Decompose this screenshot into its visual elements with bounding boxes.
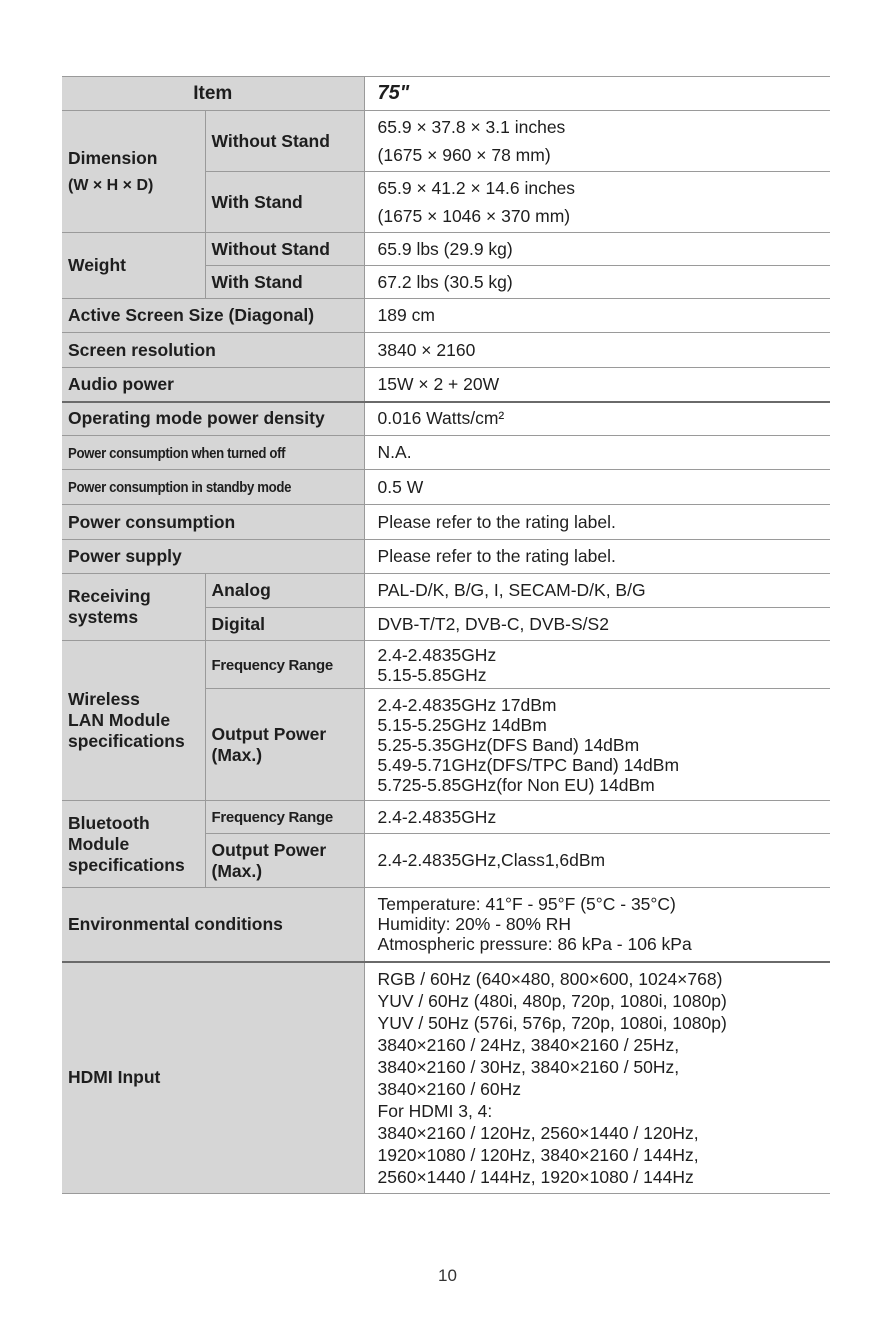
- hdmi-row: [62, 962, 830, 1194]
- wireless-output-label-line2: (Max.): [211, 744, 263, 765]
- hdmi-line: 3840×2160 / 60Hz: [377, 1078, 522, 1099]
- hdmi-line: RGB / 60Hz (640×480, 800×600, 1024×768): [377, 968, 723, 989]
- digital-value: DVB-T/T2, DVB-C, DVB-S/S2: [364, 608, 830, 641]
- wireless-output-line: 5.25-5.35GHz(DFS Band) 14dBm: [377, 734, 640, 755]
- dimension-label: Dimension: [68, 147, 158, 168]
- weight-without-stand-value: 65.9 lbs (29.9 kg): [364, 233, 830, 266]
- specifications-table: [62, 76, 830, 1194]
- hdmi-line: 3840×2160 / 120Hz, 2560×1440 / 120Hz,: [377, 1122, 699, 1143]
- active-screen-size-value: 189 cm: [364, 299, 830, 333]
- item-header: Item: [62, 77, 364, 111]
- table-row: [62, 368, 830, 402]
- receiving-label-line2: systems: [68, 607, 139, 627]
- wireless-output-value: [364, 689, 830, 801]
- dimension-without-stand-inches: 65.9 × 37.8 × 3.1 inches: [377, 117, 566, 137]
- audio-power-value: 15W × 2 + 20W: [364, 368, 830, 402]
- dimension-with-stand-value: [364, 172, 830, 233]
- table-row: [62, 333, 830, 368]
- power-density-value: 0.016 Watts/cm²: [364, 402, 830, 436]
- dimension-with-stand-label: With Stand: [205, 172, 364, 233]
- standby-label: Power consumption in standby mode: [68, 479, 292, 496]
- dimension-sublabel: (W × H × D): [68, 176, 154, 194]
- power-consumption-value: Please refer to the rating label.: [364, 505, 830, 540]
- table-row: [62, 402, 830, 436]
- wireless-frequency-line: 2.4-2.4835GHz: [377, 644, 497, 665]
- wireless-frequency-line: 5.15-5.85GHz: [377, 664, 487, 685]
- screen-resolution-label: Screen resolution: [62, 333, 364, 368]
- table-row: [62, 470, 830, 505]
- audio-power-label: Audio power: [62, 368, 364, 402]
- standby-label-cell: [62, 470, 364, 505]
- hdmi-line: 3840×2160 / 30Hz, 3840×2160 / 50Hz,: [377, 1056, 680, 1077]
- digital-label: Digital: [205, 608, 364, 641]
- hdmi-line: 2560×1440 / 144Hz, 1920×1080 / 144Hz: [377, 1166, 694, 1187]
- bluetooth-frequency-label: Frequency Range: [211, 809, 333, 826]
- power-off-label: Power consumption when turned off: [68, 444, 286, 462]
- power-consumption-label: Power consumption: [62, 505, 364, 540]
- table-row: [62, 299, 830, 333]
- dimension-without-stand-row: [62, 111, 830, 172]
- hdmi-value: [364, 962, 830, 1194]
- bluetooth-frequency-row: [62, 801, 830, 834]
- weight-with-stand-value: 67.2 lbs (30.5 kg): [364, 266, 830, 299]
- power-supply-label: Power supply: [62, 540, 364, 574]
- environmental-value: [364, 888, 830, 962]
- dimension-without-stand-label: Without Stand: [205, 111, 364, 172]
- table-row: [62, 505, 830, 540]
- bluetooth-output-label-line2: (Max.): [211, 860, 263, 881]
- wireless-label-line2: LAN Module: [68, 710, 171, 730]
- wireless-label-cell: [62, 641, 205, 801]
- bluetooth-output-label-line1: Output Power: [211, 839, 327, 860]
- wireless-output-label-line1: Output Power: [211, 723, 327, 744]
- analog-value: PAL-D/K, B/G, I, SECAM-D/K, B/G: [364, 574, 830, 608]
- wireless-output-line: 5.725-5.85GHz(for Non EU) 14dBm: [377, 774, 655, 795]
- dimension-with-stand-mm: (1675 × 1046 × 370 mm): [377, 206, 571, 226]
- environmental-line: Humidity: 20% - 80% RH: [377, 914, 572, 935]
- bluetooth-output-value: 2.4-2.4835GHz,Class1,6dBm: [364, 834, 830, 888]
- dimension-without-stand-mm: (1675 × 960 × 78 mm): [377, 145, 551, 165]
- wireless-frequency-value: [364, 641, 830, 689]
- dimension-without-stand-value: [364, 111, 830, 172]
- table-row: [62, 436, 830, 470]
- wireless-output-line: 5.15-5.25GHz 14dBm: [377, 714, 547, 735]
- wireless-frequency-label: Frequency Range: [211, 656, 333, 674]
- hdmi-line: 3840×2160 / 24Hz, 3840×2160 / 25Hz,: [377, 1034, 680, 1055]
- power-off-label-cell: [62, 436, 364, 470]
- table-row: [62, 540, 830, 574]
- standby-value: 0.5 W: [364, 470, 830, 505]
- receiving-analog-row: [62, 574, 830, 608]
- bluetooth-label-cell: [62, 801, 205, 888]
- dimension-label-cell: [62, 111, 205, 233]
- wireless-label-line3: specifications: [68, 731, 185, 751]
- environmental-line: Temperature: 41°F - 95°F (5°C - 35°C): [377, 894, 676, 915]
- weight-with-stand-label: With Stand: [205, 266, 364, 299]
- hdmi-line: YUV / 50Hz (576i, 576p, 720p, 1080i, 1080p): [377, 1012, 727, 1033]
- hdmi-line: 1920×1080 / 120Hz, 3840×2160 / 144Hz,: [377, 1144, 699, 1165]
- analog-label: Analog: [205, 574, 364, 608]
- bluetooth-frequency-label-cell: [205, 801, 364, 834]
- screen-resolution-value: 3840 × 2160: [364, 333, 830, 368]
- hdmi-line: YUV / 60Hz (480i, 480p, 720p, 1080i, 1080p): [377, 990, 727, 1011]
- receiving-label-cell: [62, 574, 205, 641]
- wireless-output-line: 5.49-5.71GHz(DFS/TPC Band) 14dBm: [377, 754, 680, 775]
- wireless-frequency-label-cell: [205, 641, 364, 689]
- hdmi-label: HDMI Input: [62, 962, 364, 1194]
- weight-without-stand-label: Without Stand: [205, 233, 364, 266]
- hdmi-line: For HDMI 3, 4:: [377, 1100, 493, 1121]
- page-number: 10: [438, 1266, 457, 1285]
- environmental-row: [62, 888, 830, 962]
- receiving-label-line1: Receiving: [68, 586, 151, 606]
- weight-label: Weight: [62, 233, 205, 299]
- environmental-line: Atmospheric pressure: 86 kPa - 106 kPa: [377, 934, 692, 955]
- bluetooth-label-line1: Bluetooth: [68, 812, 150, 833]
- wireless-output-line: 2.4-2.4835GHz 17dBm: [377, 694, 557, 715]
- active-screen-size-label: Active Screen Size (Diagonal): [62, 299, 364, 333]
- wireless-frequency-row: [62, 641, 830, 689]
- bluetooth-label-line2: Module: [68, 833, 130, 854]
- bluetooth-frequency-value: 2.4-2.4835GHz: [364, 801, 830, 834]
- bluetooth-output-label-cell: [205, 834, 364, 888]
- wireless-output-label-cell: [205, 689, 364, 801]
- power-density-label: Operating mode power density: [62, 402, 364, 436]
- dimension-with-stand-inches: 65.9 × 41.2 × 14.6 inches: [377, 178, 576, 198]
- power-supply-value: Please refer to the rating label.: [364, 540, 830, 574]
- environmental-label: Environmental conditions: [62, 888, 364, 962]
- weight-without-stand-row: [62, 233, 830, 266]
- power-off-value: N.A.: [364, 436, 830, 470]
- header-row: [62, 77, 830, 111]
- bluetooth-label-line3: specifications: [68, 854, 185, 875]
- wireless-label-line1: Wireless: [68, 689, 140, 709]
- model-header: 75": [364, 77, 830, 111]
